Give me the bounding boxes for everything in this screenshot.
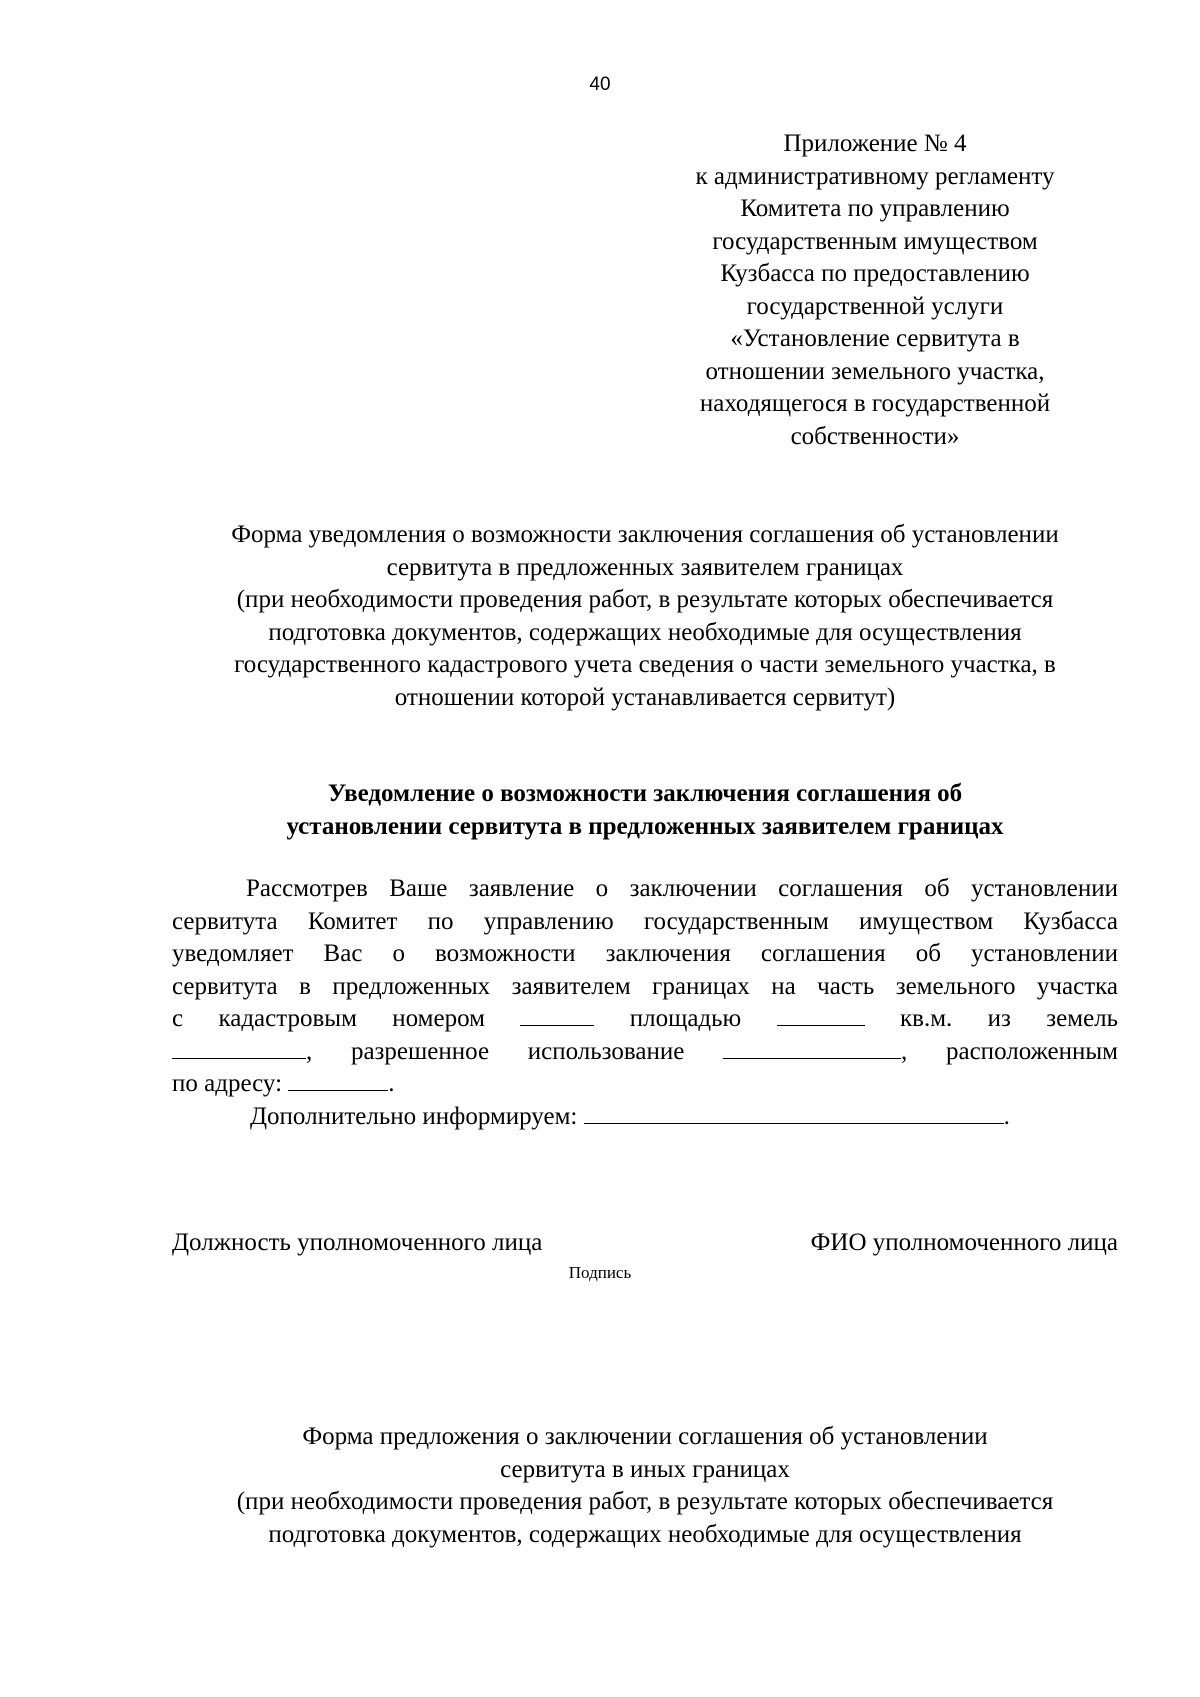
body-line: сервитута Комитет по управлению государственным имуществом Кузбасса [172,907,1118,935]
appendix-line: Кузбасса по предоставлению [720,260,1030,287]
form1-title [170,519,1120,714]
form2-line: подготовка документов, содержащих необходимые для осуществления [268,1520,1022,1548]
body-line: сервитута в предложенных заявителем границах на часть земельного участка [172,972,1118,1000]
form2-line: Форма предложения о заключении соглашения об установлении [302,1423,988,1450]
appendix-header [640,128,1110,453]
additional-info-period: . [1003,1102,1010,1130]
body-line [172,1101,1118,1134]
permitted-use-blank[interactable] [723,1036,901,1059]
form1-line: сервитута в предложенных заявителем границах [386,553,904,581]
body-line: Рассмотрев Ваше заявление о заключении соглашения об установлении [246,875,1118,902]
name-label: ФИО уполномоченного лица [810,1229,1118,1256]
form1-line: подготовка документов, содержащих необходимые для осуществления [268,618,1022,646]
notice-body [172,873,1118,1133]
appendix-line: к административному регламенту [695,162,1055,190]
address-label: по адресу: [172,1070,283,1097]
area-blank[interactable] [777,1003,865,1026]
body-line: уведомляет Вас о возможности заключения соглашения об установлении [172,940,1118,967]
additional-info-label: Дополнительно информируем: [250,1102,578,1130]
appendix-line: отношении земельного участка, [705,357,1045,385]
located-label: , расположенным [901,1037,1119,1065]
appendix-line: государственным имуществом [712,227,1038,255]
address-blank[interactable] [288,1068,388,1091]
form1-line: Форма уведомления о возможности заключения соглашения об установлении [231,521,1059,548]
appendix-line: Комитета по управлению [740,195,1010,222]
appendix-line: Приложение № 4 [783,130,967,157]
land-category-blank[interactable] [172,1036,306,1059]
form1-line: государственного кадастрового учета сведения о части земельного участка, в [234,651,1056,678]
form2-line: (при необходимости проведения работ, в результате которых обеспечивается [236,1488,1054,1515]
body-line [172,1036,1118,1069]
notice-title-line: установлении сервитута в предложенных заявителем границах [286,812,1004,840]
additional-info-blank[interactable] [584,1101,1004,1124]
body-line [172,1068,1118,1101]
cadastral-label: с кадастровым номером [172,1005,485,1032]
cadastral-number-blank[interactable] [520,1003,594,1026]
page-number: 40 [589,74,611,95]
form2-title [170,1421,1120,1551]
address-period: . [388,1070,395,1097]
form2-line: сервитута в иных границах [500,1455,790,1483]
permitted-use-label: , разрешенное использование [306,1037,685,1065]
notice-title [170,778,1120,843]
body-line [172,1003,1118,1036]
form1-line: (при необходимости проведения работ, в результате которых обеспечивается [236,586,1054,613]
appendix-line: находящегося в государственной [699,390,1051,417]
form1-line: отношении которой устанавливается сервитут) [394,683,896,711]
appendix-line: государственной услуги [746,292,1004,320]
notice-title-line: Уведомление о возможности заключения соглашения об [327,780,963,807]
land-category-label: кв.м. из земель [900,1005,1119,1032]
appendix-line: «Установление сервитута в [730,325,1020,352]
area-label: площадью [629,1005,742,1032]
appendix-line: собственности» [790,422,960,450]
position-label: Должность уполномоченного лица [172,1229,543,1256]
signature-caption: Подпись [568,1263,632,1282]
